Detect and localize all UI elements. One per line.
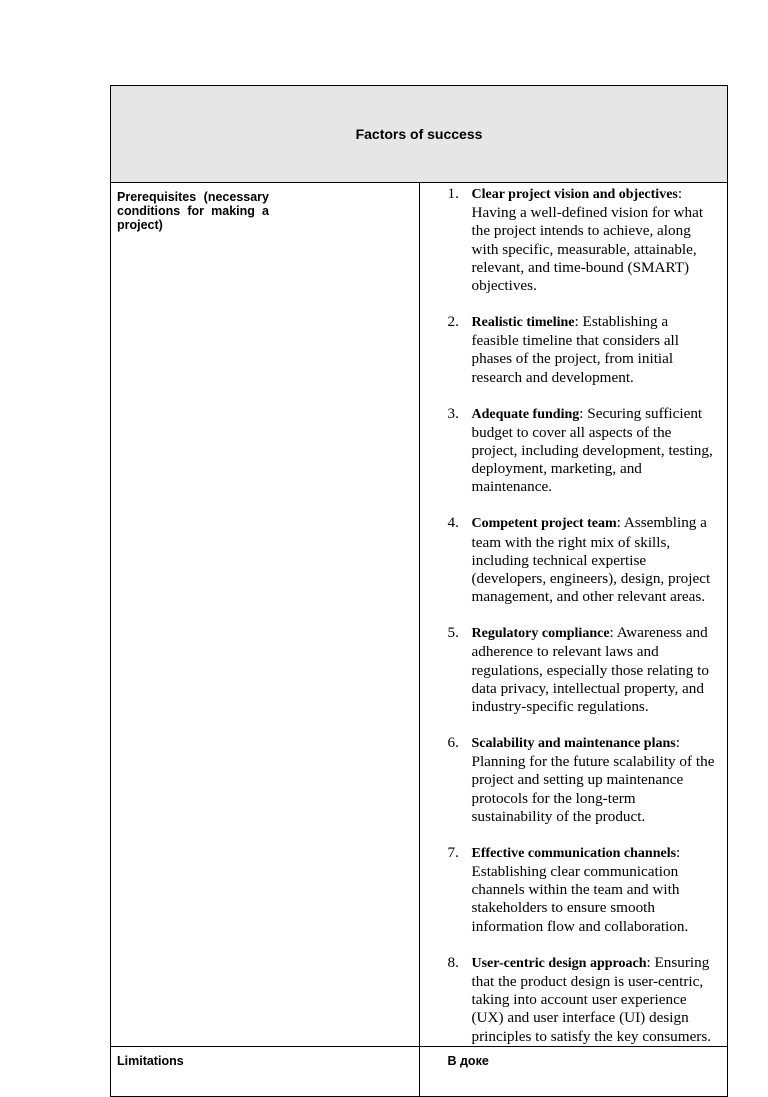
list-item bbox=[448, 405, 720, 497]
table-header-row bbox=[111, 86, 728, 183]
item-description: : Assembling a team with the right mix of skills, including technical expertise (developers, engineers), design, project management, and other relevant areas. bbox=[471, 514, 711, 606]
item-description: : Securing sufficient budget to cover all aspects of the project, including development, testing, deployment, marketing, and maintenance. bbox=[471, 404, 713, 496]
item-number: 6. bbox=[447, 734, 459, 752]
item-number: 5. bbox=[447, 624, 459, 642]
list-item bbox=[448, 313, 720, 387]
list-item bbox=[448, 734, 720, 826]
item-title: Regulatory compliance bbox=[471, 626, 610, 642]
item-description: : Planning for the future scalability of the project and setting up maintenance protocols for the long-term sustainability of the product. bbox=[471, 734, 715, 825]
item-title: Adequate funding bbox=[471, 406, 580, 422]
table-header-title: Factors of success bbox=[111, 86, 728, 183]
limitations-label: Limitations bbox=[111, 1046, 420, 1096]
item-title: Clear project vision and objectives bbox=[471, 187, 678, 202]
list-item bbox=[448, 954, 720, 1046]
item-title: User-centric design approach bbox=[471, 955, 647, 971]
list-item bbox=[448, 514, 720, 606]
item-description: : Establishing a feasible timeline that considers all phases of the project, from initial research and development. bbox=[471, 313, 679, 386]
limitations-value: В доке bbox=[419, 1046, 728, 1096]
item-description: : Ensuring that the product design is user-centric, taking into account user experience (UX) and user interface (UI) design principles to satisfy the key consumers. bbox=[471, 953, 712, 1045]
item-title: Scalability and maintenance plans bbox=[471, 736, 676, 752]
item-description: : Having a well-defined vision for what the project intends to achieve, along with specific, measurable, attainable, relevant, and time-bound (SMART) objectives. bbox=[471, 185, 704, 295]
item-title: Competent project team bbox=[471, 516, 617, 532]
item-number: 7. bbox=[447, 843, 459, 861]
list-item bbox=[448, 624, 720, 716]
item-number: 4. bbox=[447, 514, 459, 532]
item-title: Realistic timeline bbox=[471, 315, 575, 331]
prerequisites-row bbox=[111, 183, 728, 1047]
prerequisites-content-cell bbox=[419, 183, 728, 1047]
item-number: 8. bbox=[447, 953, 459, 971]
list-item bbox=[448, 844, 720, 936]
success-factors-list bbox=[448, 185, 720, 1046]
item-description: : Establishing clear communication channels within the team and with stakeholders to ensure smooth information flow and collaboration. bbox=[471, 843, 689, 935]
factors-of-success-table bbox=[110, 85, 728, 1097]
limitations-row bbox=[111, 1046, 728, 1096]
prerequisites-label: Prerequisites (necessary conditions for making a project) bbox=[117, 190, 269, 232]
item-title: Effective communication channels bbox=[471, 845, 677, 861]
item-number: 2. bbox=[447, 313, 459, 331]
item-number: 3. bbox=[447, 404, 459, 422]
prerequisites-label-cell bbox=[111, 183, 420, 1047]
list-item bbox=[448, 185, 720, 295]
item-number: 1. bbox=[447, 185, 459, 202]
item-description: : Awareness and adherence to relevant laws and regulations, especially those relating to data privacy, intellectual property, and industry-specific regulations. bbox=[471, 624, 709, 716]
